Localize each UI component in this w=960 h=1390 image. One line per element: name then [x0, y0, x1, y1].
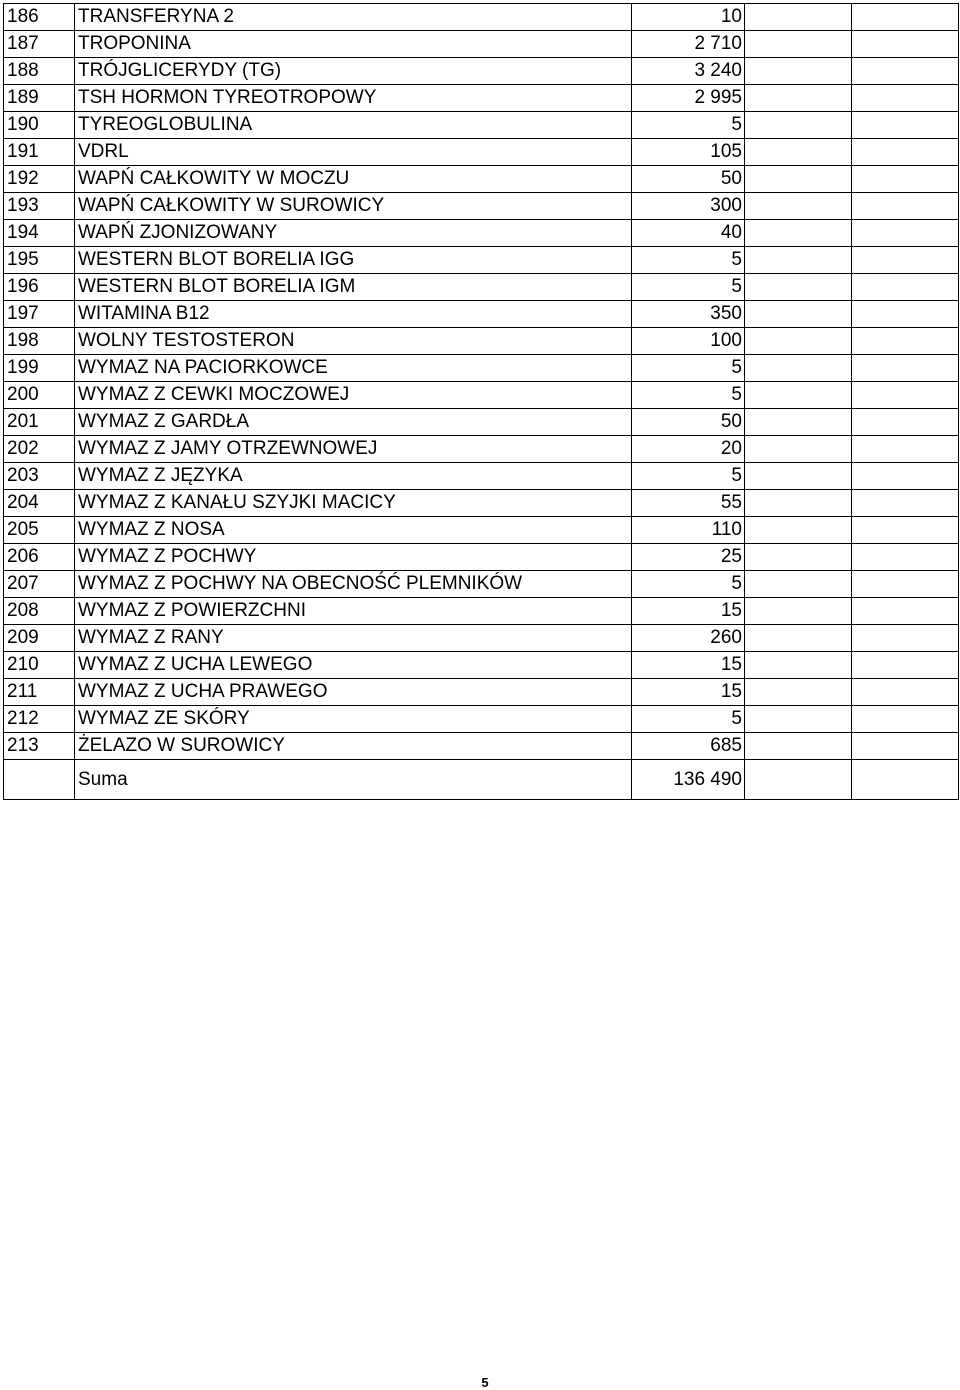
test-name: WYMAZ Z JAMY OTRZEWNOWEJ — [75, 436, 632, 463]
empty-cell — [852, 490, 959, 517]
row-number: 197 — [4, 301, 75, 328]
row-number: 212 — [4, 706, 75, 733]
test-name: VDRL — [75, 139, 632, 166]
page-number: 5 — [481, 1375, 489, 1390]
test-name: TRÓJGLICERYDY (TG) — [75, 58, 632, 85]
test-quantity: 5 — [632, 247, 745, 274]
empty-cell — [852, 247, 959, 274]
table-row — [4, 409, 959, 436]
empty-cell — [745, 544, 852, 571]
test-quantity: 5 — [632, 382, 745, 409]
row-number: 206 — [4, 544, 75, 571]
empty-cell — [745, 463, 852, 490]
empty-cell — [745, 382, 852, 409]
summary-label: Suma — [75, 760, 632, 800]
table-row — [4, 598, 959, 625]
empty-cell — [745, 166, 852, 193]
empty-cell — [745, 517, 852, 544]
row-number: 211 — [4, 679, 75, 706]
test-name: TYREOGLOBULINA — [75, 112, 632, 139]
table-row — [4, 139, 959, 166]
table-row — [4, 733, 959, 760]
test-name: WYMAZ Z NOSA — [75, 517, 632, 544]
test-name: TROPONINA — [75, 31, 632, 58]
row-number: 192 — [4, 166, 75, 193]
test-quantity: 50 — [632, 166, 745, 193]
test-name: WYMAZ Z POCHWY NA OBECNOŚĆ PLEMNIKÓW — [75, 571, 632, 598]
table-row — [4, 301, 959, 328]
test-quantity: 5 — [632, 571, 745, 598]
summary-empty-cell-2 — [852, 760, 959, 800]
table-row — [4, 193, 959, 220]
row-number: 210 — [4, 652, 75, 679]
empty-cell — [745, 193, 852, 220]
table-row — [4, 436, 959, 463]
table-row — [4, 652, 959, 679]
row-number: 198 — [4, 328, 75, 355]
empty-cell — [852, 625, 959, 652]
test-quantity: 2 995 — [632, 85, 745, 112]
test-quantity: 15 — [632, 598, 745, 625]
test-quantity: 5 — [632, 463, 745, 490]
row-number: 204 — [4, 490, 75, 517]
row-number: 194 — [4, 220, 75, 247]
table-row — [4, 31, 959, 58]
empty-cell — [852, 463, 959, 490]
test-quantity: 110 — [632, 517, 745, 544]
table-row — [4, 274, 959, 301]
empty-cell — [745, 139, 852, 166]
empty-cell — [745, 409, 852, 436]
empty-cell — [745, 490, 852, 517]
test-quantity: 25 — [632, 544, 745, 571]
table-row — [4, 382, 959, 409]
summary-row — [4, 760, 959, 800]
test-quantity: 10 — [632, 4, 745, 31]
test-name: TRANSFERYNA 2 — [75, 4, 632, 31]
table-row — [4, 490, 959, 517]
empty-cell — [745, 355, 852, 382]
test-quantity: 260 — [632, 625, 745, 652]
test-quantity: 100 — [632, 328, 745, 355]
table-body — [4, 4, 959, 760]
empty-cell — [745, 706, 852, 733]
empty-cell — [745, 679, 852, 706]
table-row — [4, 355, 959, 382]
row-number: 208 — [4, 598, 75, 625]
row-number: 207 — [4, 571, 75, 598]
table-row — [4, 463, 959, 490]
empty-cell — [745, 220, 852, 247]
table-row — [4, 85, 959, 112]
empty-cell — [745, 301, 852, 328]
empty-cell — [852, 652, 959, 679]
test-quantity: 5 — [632, 112, 745, 139]
test-name: WESTERN BLOT BORELIA IGG — [75, 247, 632, 274]
table-row — [4, 4, 959, 31]
empty-cell — [852, 733, 959, 760]
row-number: 195 — [4, 247, 75, 274]
empty-cell — [852, 58, 959, 85]
row-number: 186 — [4, 4, 75, 31]
test-quantity: 3 240 — [632, 58, 745, 85]
empty-cell — [852, 355, 959, 382]
table-row — [4, 544, 959, 571]
empty-cell — [852, 31, 959, 58]
empty-cell — [852, 328, 959, 355]
row-number: 205 — [4, 517, 75, 544]
table-row — [4, 112, 959, 139]
empty-cell — [745, 112, 852, 139]
test-quantity: 300 — [632, 193, 745, 220]
test-quantity: 50 — [632, 409, 745, 436]
row-number: 200 — [4, 382, 75, 409]
test-name: TSH HORMON TYREOTROPOWY — [75, 85, 632, 112]
test-quantity: 5 — [632, 274, 745, 301]
test-name: WYMAZ Z CEWKI MOCZOWEJ — [75, 382, 632, 409]
test-name: WITAMINA B12 — [75, 301, 632, 328]
empty-cell — [745, 598, 852, 625]
empty-cell — [745, 85, 852, 112]
row-number: 189 — [4, 85, 75, 112]
row-number: 201 — [4, 409, 75, 436]
test-name: WAPŃ CAŁKOWITY W SUROWICY — [75, 193, 632, 220]
row-number: 213 — [4, 733, 75, 760]
empty-cell — [745, 436, 852, 463]
test-name: WESTERN BLOT BORELIA IGM — [75, 274, 632, 301]
test-name: WYMAZ Z POCHWY — [75, 544, 632, 571]
test-name: WYMAZ NA PACIORKOWCE — [75, 355, 632, 382]
test-name: WYMAZ Z JĘZYKA — [75, 463, 632, 490]
test-quantity: 5 — [632, 706, 745, 733]
test-name: WAPŃ ZJONIZOWANY — [75, 220, 632, 247]
empty-cell — [852, 517, 959, 544]
test-name: WYMAZ Z KANAŁU SZYJKI MACICY — [75, 490, 632, 517]
empty-cell — [852, 382, 959, 409]
test-name: WYMAZ Z POWIERZCHNI — [75, 598, 632, 625]
test-quantity: 15 — [632, 652, 745, 679]
empty-cell — [852, 598, 959, 625]
test-quantity: 15 — [632, 679, 745, 706]
table-row — [4, 58, 959, 85]
table-row — [4, 220, 959, 247]
test-name: WYMAZ ZE SKÓRY — [75, 706, 632, 733]
test-name: WAPŃ CAŁKOWITY W MOCZU — [75, 166, 632, 193]
table-row — [4, 571, 959, 598]
test-name: ŻELAZO W SUROWICY — [75, 733, 632, 760]
row-number: 199 — [4, 355, 75, 382]
empty-cell — [745, 625, 852, 652]
table-row — [4, 517, 959, 544]
row-number: 203 — [4, 463, 75, 490]
empty-cell — [745, 4, 852, 31]
empty-cell — [745, 571, 852, 598]
empty-cell — [852, 166, 959, 193]
row-number: 196 — [4, 274, 75, 301]
test-quantity: 2 710 — [632, 31, 745, 58]
row-number: 202 — [4, 436, 75, 463]
test-quantity: 685 — [632, 733, 745, 760]
empty-cell — [745, 652, 852, 679]
table-row — [4, 247, 959, 274]
empty-cell — [852, 706, 959, 733]
test-name: WYMAZ Z UCHA LEWEGO — [75, 652, 632, 679]
table-row — [4, 625, 959, 652]
empty-cell — [852, 436, 959, 463]
empty-cell — [852, 4, 959, 31]
test-quantity: 105 — [632, 139, 745, 166]
test-quantity: 20 — [632, 436, 745, 463]
test-name: WOLNY TESTOSTERON — [75, 328, 632, 355]
empty-cell — [745, 274, 852, 301]
empty-cell — [745, 31, 852, 58]
summary-total: 136 490 — [632, 760, 745, 800]
test-name: WYMAZ Z GARDŁA — [75, 409, 632, 436]
row-number: 191 — [4, 139, 75, 166]
empty-cell — [852, 544, 959, 571]
empty-cell — [745, 328, 852, 355]
empty-cell — [745, 247, 852, 274]
empty-cell — [852, 274, 959, 301]
empty-cell — [745, 58, 852, 85]
summary-number-cell — [4, 760, 75, 800]
row-number: 187 — [4, 31, 75, 58]
test-name: WYMAZ Z UCHA PRAWEGO — [75, 679, 632, 706]
empty-cell — [852, 571, 959, 598]
empty-cell — [852, 112, 959, 139]
empty-cell — [852, 220, 959, 247]
table-row — [4, 706, 959, 733]
table-row — [4, 328, 959, 355]
row-number: 188 — [4, 58, 75, 85]
empty-cell — [852, 85, 959, 112]
test-quantity: 5 — [632, 355, 745, 382]
test-quantity: 350 — [632, 301, 745, 328]
test-name: WYMAZ Z RANY — [75, 625, 632, 652]
summary-empty-cell-1 — [745, 760, 852, 800]
row-number: 193 — [4, 193, 75, 220]
empty-cell — [852, 193, 959, 220]
empty-cell — [852, 301, 959, 328]
row-number: 190 — [4, 112, 75, 139]
table-row — [4, 166, 959, 193]
empty-cell — [852, 139, 959, 166]
lab-tests-table — [3, 3, 959, 800]
test-quantity: 55 — [632, 490, 745, 517]
empty-cell — [852, 409, 959, 436]
test-quantity: 40 — [632, 220, 745, 247]
empty-cell — [745, 733, 852, 760]
empty-cell — [852, 679, 959, 706]
row-number: 209 — [4, 625, 75, 652]
table-row — [4, 679, 959, 706]
